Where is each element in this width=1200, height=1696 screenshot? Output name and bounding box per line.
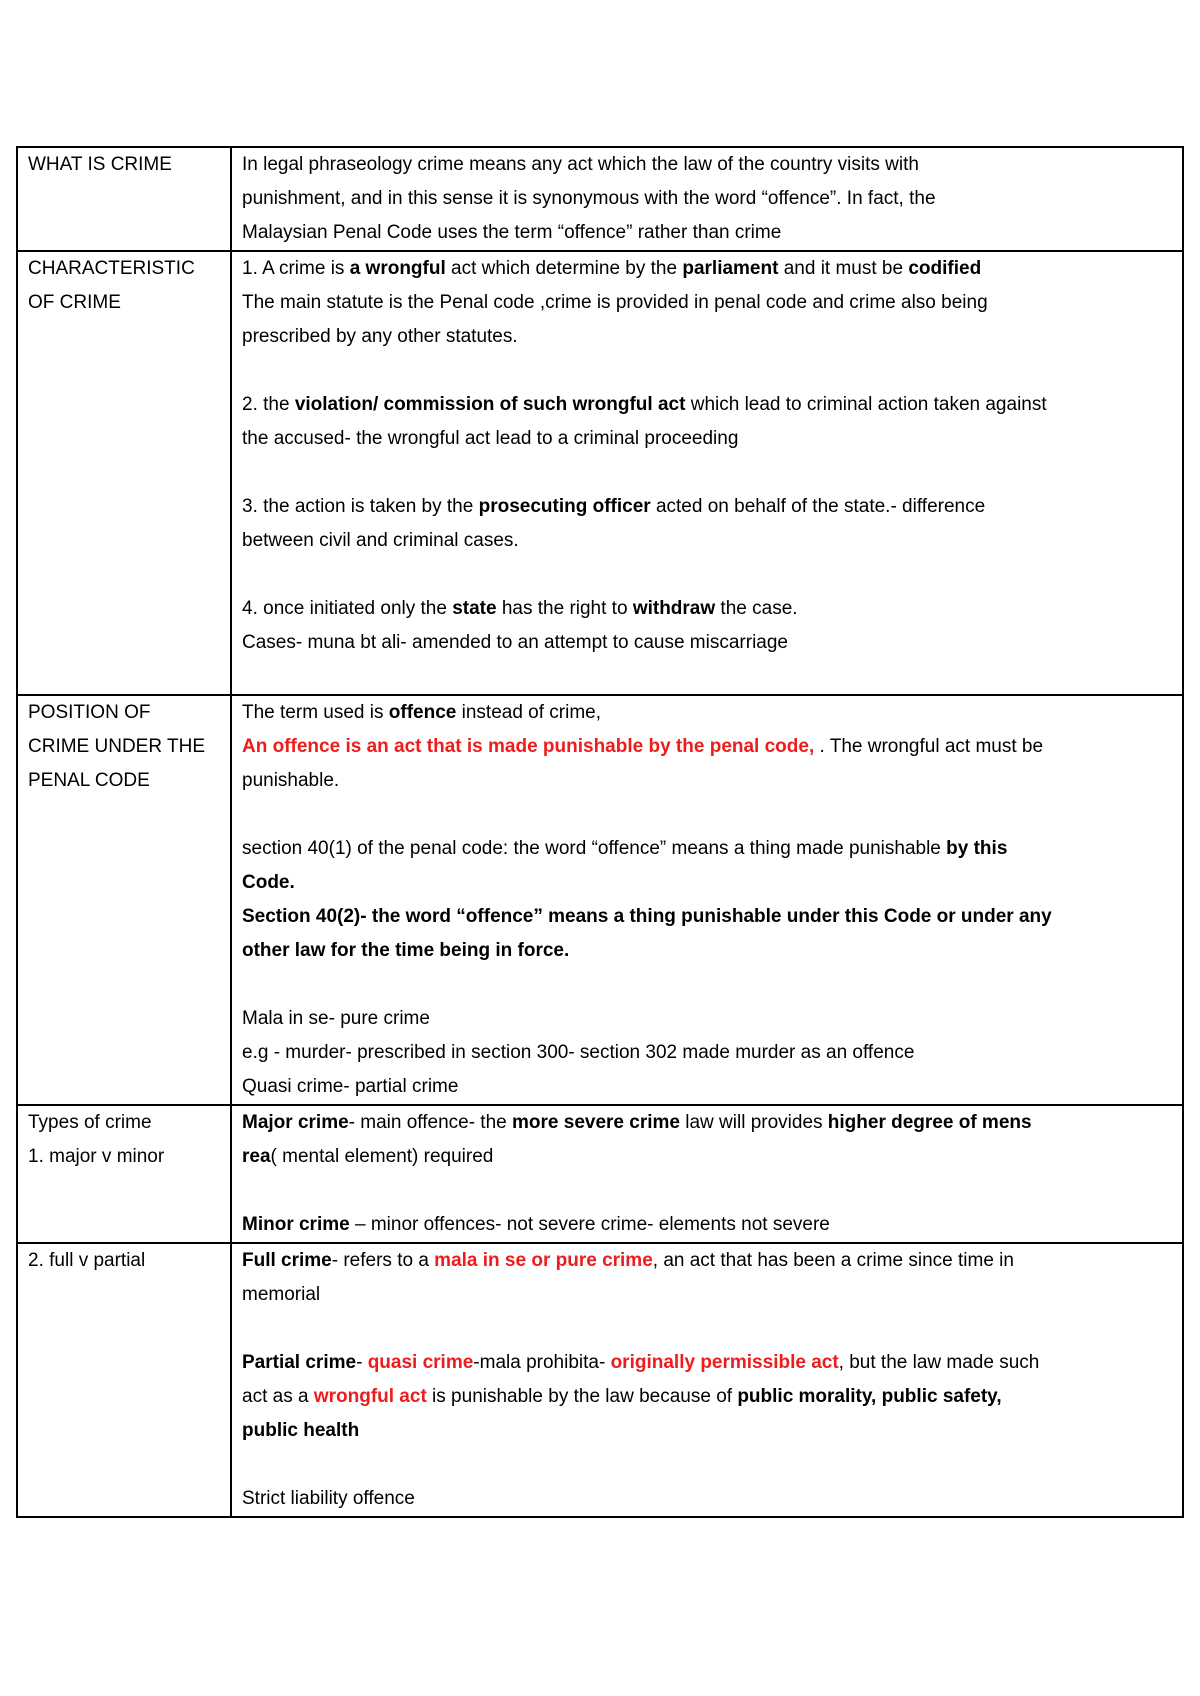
row-label-cell: [17, 1243, 231, 1517]
text-span: -mala prohibita-: [473, 1352, 611, 1373]
content-line: [242, 1278, 1182, 1312]
text-span: memorial: [242, 1284, 321, 1305]
row-label-cell: [17, 695, 231, 1105]
text-span: Cases- muna bt ali- amended to an attempt to cause miscarriage: [242, 632, 788, 653]
content-line: [242, 1140, 1182, 1174]
bold-text: rea: [242, 1146, 271, 1167]
blank-line: [242, 798, 1182, 832]
bold-text: by this: [946, 838, 1008, 859]
text-span: 3. the action is taken by the: [242, 496, 479, 517]
text-span: has the right to: [496, 598, 633, 619]
bold-text: other law for the time being in force.: [242, 940, 570, 961]
bold-text: Code.: [242, 872, 295, 893]
text-span: and it must be: [778, 258, 909, 279]
content-line: [242, 1414, 1182, 1448]
table-row: [17, 147, 1183, 251]
bold-text: higher degree of mens: [827, 1112, 1032, 1133]
row-content-cell: [231, 251, 1183, 695]
bold-text: withdraw: [632, 598, 716, 619]
row-content-cell: [231, 695, 1183, 1105]
text-span: ( mental element) required: [270, 1146, 494, 1167]
bold-text: more severe crime: [512, 1112, 680, 1133]
row-label-cell: [17, 147, 231, 251]
text-span: punishable.: [242, 770, 340, 791]
text-span: instead of crime,: [456, 702, 602, 723]
bold-text: state: [452, 598, 497, 619]
highlight-text: wrongful act: [313, 1386, 427, 1407]
text-span: section 40(1) of the penal code: the word “offence” means a thing made punishable: [242, 838, 947, 859]
text-span: – minor offences- not severe crime- elements not severe: [349, 1214, 830, 1235]
text-span: act which determine by the: [445, 258, 683, 279]
table-row: [17, 1105, 1183, 1243]
content-line: [242, 1244, 1182, 1278]
text-span: the accused- the wrongful act lead to a criminal proceeding: [242, 428, 739, 449]
content-line: [242, 1106, 1182, 1140]
content-line: [242, 764, 1182, 798]
blank-line: [242, 968, 1182, 1002]
blank-line: [242, 1448, 1182, 1482]
table-row: [17, 1243, 1183, 1517]
text-span: , an act that has been a crime since time in: [652, 1250, 1014, 1271]
content-line: [242, 182, 1182, 216]
text-span: . The wrongful act must be: [819, 736, 1044, 757]
content-line: [242, 1036, 1182, 1070]
text-span: 2. the: [242, 394, 295, 415]
row-content-cell: [231, 1243, 1183, 1517]
content-line: [242, 286, 1182, 320]
content-line: [242, 900, 1182, 934]
content-line: [242, 1002, 1182, 1036]
bold-text: Minor crime: [242, 1214, 350, 1235]
text-span: between civil and criminal cases.: [242, 530, 519, 551]
text-span: The main statute is the Penal code ,crime is provided in penal code and crime also being: [242, 292, 988, 313]
text-span: Strict liability offence: [242, 1488, 415, 1509]
content-line: [242, 866, 1182, 900]
bold-text: codified: [908, 258, 982, 279]
content-line: [242, 252, 1182, 286]
text-span: Malaysian Penal Code uses the term “offence” rather than crime: [242, 222, 782, 243]
row-label-cell: [17, 251, 231, 695]
text-span: the case.: [715, 598, 798, 619]
content-line: [242, 730, 1182, 764]
table-row: [17, 251, 1183, 695]
highlight-text: An offence is an act that is made punishable by the penal code,: [242, 736, 820, 757]
highlight-text: originally permissible act: [610, 1352, 839, 1373]
content-line: [242, 320, 1182, 354]
bold-text: offence: [388, 702, 457, 723]
content-line: [242, 592, 1182, 626]
row-label-line: CHARACTERISTIC: [28, 258, 195, 279]
bold-text: Full crime: [242, 1250, 332, 1271]
text-span: punishment, and in this sense it is synonymous with the word “offence”. In fact, the: [242, 188, 936, 209]
content-line: [242, 1380, 1182, 1414]
content-line: [242, 1482, 1182, 1516]
row-label-line: WHAT IS CRIME: [28, 154, 172, 175]
bold-text: violation/ commission of such wrongful act: [294, 394, 686, 415]
bold-text: parliament: [682, 258, 779, 279]
content-line: [242, 626, 1182, 660]
text-span: is punishable by the law because of: [426, 1386, 738, 1407]
content-line: [242, 524, 1182, 558]
content-line: [242, 422, 1182, 456]
row-label-line: POSITION OF: [28, 702, 151, 723]
row-label-line: 1. major v minor: [28, 1146, 165, 1167]
text-span: 4. once initiated only the: [242, 598, 453, 619]
bold-text: a wrongful: [349, 258, 446, 279]
content-line: [242, 148, 1182, 182]
content-line: [242, 1070, 1182, 1104]
text-span: acted on behalf of the state.- difference: [650, 496, 986, 517]
text-span: Quasi crime- partial crime: [242, 1076, 459, 1097]
text-span: , but the law made such: [838, 1352, 1040, 1373]
content-line: [242, 832, 1182, 866]
text-span: Mala in se- pure crime: [242, 1008, 430, 1029]
row-content-cell: [231, 147, 1183, 251]
row-label-cell: [17, 1105, 231, 1243]
bold-text: Partial crime: [242, 1352, 357, 1373]
text-span: e.g - murder- prescribed in section 300- section 302 made murder as an offence: [242, 1042, 915, 1063]
content-line: [242, 388, 1182, 422]
text-span: 1. A crime is: [242, 258, 350, 279]
blank-line: [242, 354, 1182, 388]
row-label-line: Types of crime: [28, 1112, 152, 1133]
row-label-line: CRIME UNDER THE: [28, 736, 205, 757]
text-span: act as a: [242, 1386, 314, 1407]
blank-line: [242, 660, 1182, 694]
bold-text: Major crime: [242, 1112, 349, 1133]
content-line: [242, 216, 1182, 250]
text-span: In legal phraseology crime means any act which the law of the country visits with: [242, 154, 919, 175]
bold-text: public health: [242, 1420, 360, 1441]
content-line: [242, 490, 1182, 524]
table-row: [17, 695, 1183, 1105]
text-span: - main offence- the: [348, 1112, 513, 1133]
bold-text: prosecuting officer: [478, 496, 651, 517]
content-line: [242, 696, 1182, 730]
text-span: which lead to criminal action taken against: [685, 394, 1047, 415]
blank-line: [242, 1174, 1182, 1208]
row-label-line: PENAL CODE: [28, 770, 150, 791]
text-span: -: [356, 1352, 368, 1373]
text-span: prescribed by any other statutes.: [242, 326, 518, 347]
content-line: [242, 1208, 1182, 1242]
bold-text: public morality, public safety,: [737, 1386, 1002, 1407]
text-span: law will provides: [679, 1112, 828, 1133]
content-line: [242, 1346, 1182, 1380]
blank-line: [242, 456, 1182, 490]
highlight-text: mala in se or pure crime: [434, 1250, 653, 1271]
highlight-text: quasi crime: [367, 1352, 474, 1373]
crime-notes-table: [16, 146, 1184, 1518]
text-span: The term used is: [242, 702, 389, 723]
blank-line: [242, 1312, 1182, 1346]
blank-line: [242, 558, 1182, 592]
row-content-cell: [231, 1105, 1183, 1243]
row-label-line: 2. full v partial: [28, 1250, 146, 1271]
text-span: - refers to a: [331, 1250, 435, 1271]
row-label-line: OF CRIME: [28, 292, 121, 313]
content-line: [242, 934, 1182, 968]
bold-text: Section 40(2)- the word “offence” means a thing punishable under this Code or under any: [242, 906, 1052, 927]
